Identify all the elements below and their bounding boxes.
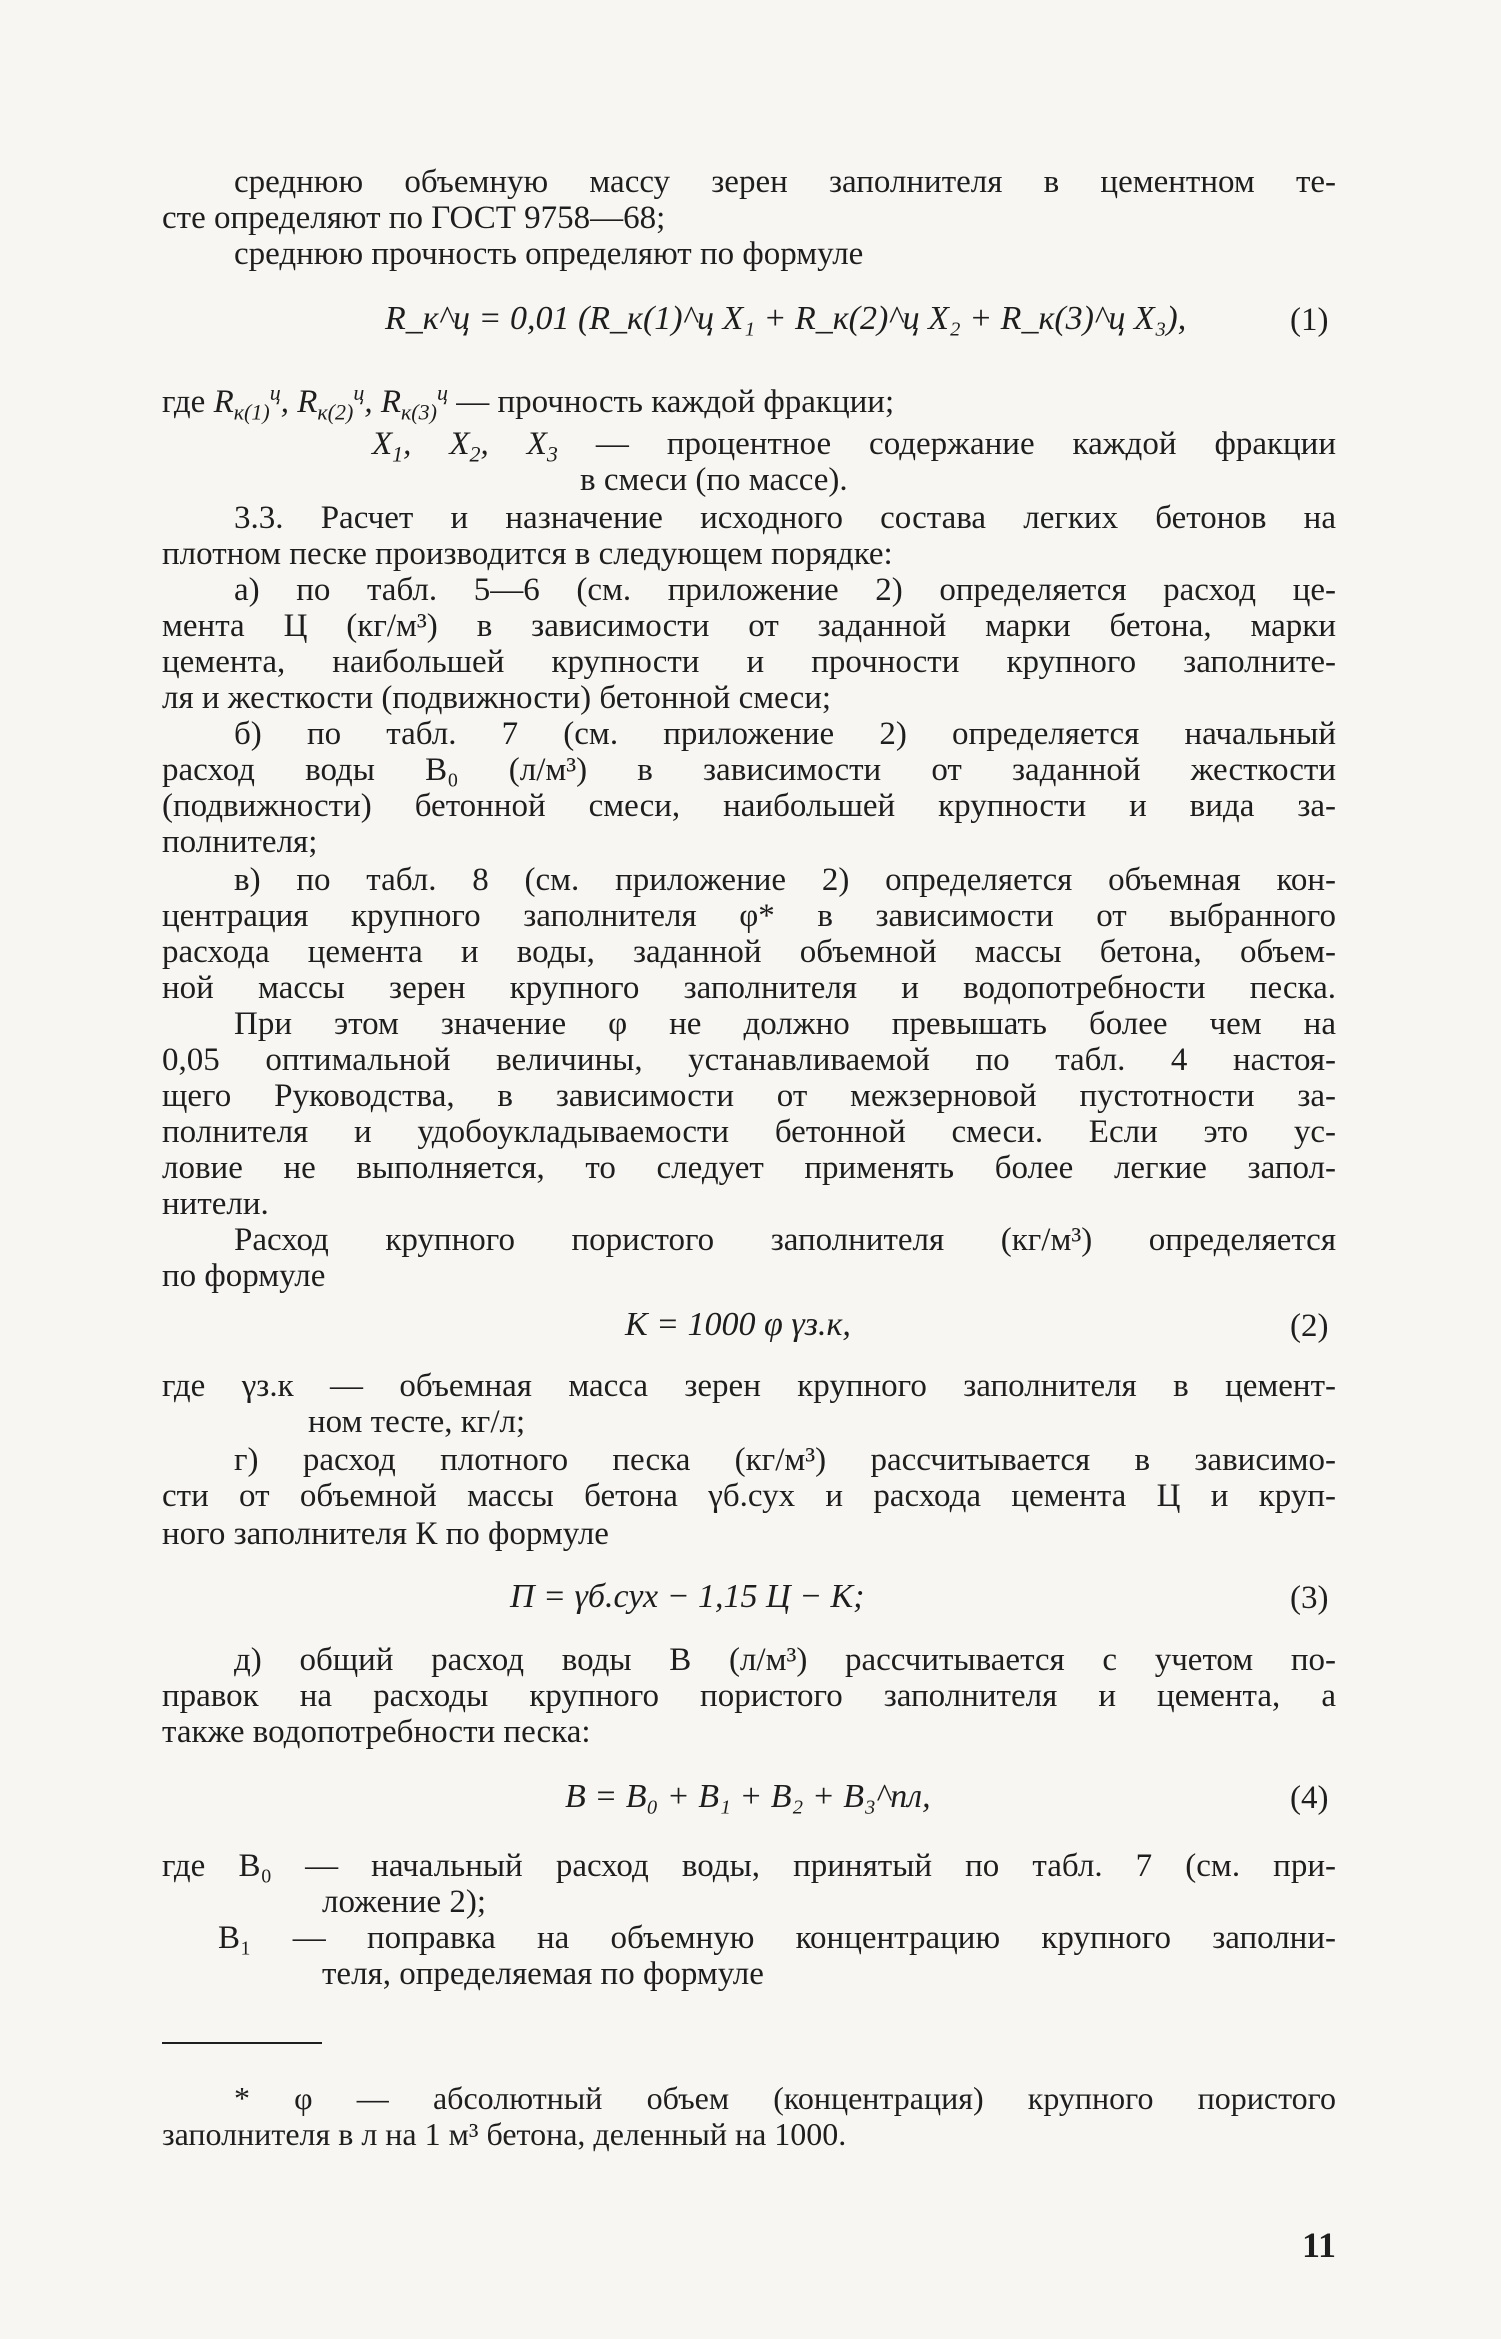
equation-number: (3) <box>1290 1580 1329 1616</box>
text-line: полнителя и удобоукладываемости бетонной смеси. Если это ус- <box>162 1114 1336 1150</box>
text-line: сте определяют по ГОСТ 9758—68; <box>162 200 666 236</box>
formula-4: В = В₀ + В₁ + В₂ + В₃^пл, <box>565 1778 931 1815</box>
text-line: д) общий расход воды В (л/м³) рассчитывается с учетом по- <box>234 1642 1336 1678</box>
text-line: полнителя; <box>162 824 318 860</box>
text-line: в смеси (по массе). <box>580 462 848 498</box>
text-line: нители. <box>162 1186 269 1222</box>
where-clause: где $R_{к(1)}^ц$, $R_{к(2)}^ц$, $R_{к(3)}^ц$ — прочность каждой фракции; <box>162 380 895 425</box>
text-line: также водопотребности песка: <box>162 1714 591 1750</box>
where-text: — прочность каждой фракции; <box>447 384 895 420</box>
text-line: 0,05 оптимальной величины, устанавливаемой по табл. 4 настоя- <box>162 1042 1336 1078</box>
equation-number: (4) <box>1290 1780 1329 1816</box>
text-line: ля и жесткости (подвижности) бетонной смеси; <box>162 680 832 716</box>
text-line: среднюю объемную массу зерен заполнителя в цементном те- <box>234 164 1336 200</box>
text-line: ном тесте, кг/л; <box>308 1404 526 1440</box>
text-line: щего Руководства, в зависимости от межзерновой пустотности за- <box>162 1078 1336 1114</box>
text-line: центрация крупного заполнителя φ* в зависимости от выбранного <box>162 898 1336 934</box>
text-line: правок на расходы крупного пористого заполнителя и цемента, а <box>162 1678 1336 1714</box>
text-line: среднюю прочность определяют по формуле <box>234 236 864 272</box>
text-line: плотном песке производится в следующем порядке: <box>162 536 893 572</box>
text-line: сти от объемной массы бетона γб.сух и расхода цемента Ц и круп- <box>162 1478 1336 1514</box>
footnote-divider <box>162 2042 322 2044</box>
text-line: г) расход плотного песка (кг/м³) рассчитывается в зависимо- <box>234 1442 1336 1478</box>
text-line: ложение 2); <box>322 1884 487 1920</box>
equation-number: (2) <box>1290 1308 1329 1344</box>
text-line: где γз.к — объемная масса зерен крупного заполнителя в цемент- <box>162 1368 1336 1404</box>
footnote-line: заполнителя в л на 1 м³ бетона, деленный на 1000. <box>162 2116 847 2152</box>
text-line: теля, определяемая по формуле <box>322 1956 764 1992</box>
where-label: где <box>162 384 214 420</box>
text-line: B₁ — поправка на объемную концентрацию крупного заполни- <box>218 1920 1336 1956</box>
text-line: а) по табл. 5—6 (см. приложение 2) определяется расход це- <box>234 572 1336 608</box>
equation-number: (1) <box>1290 302 1329 338</box>
text-line: ной массы зерен крупного заполнителя и водопотребности песка. <box>162 970 1336 1006</box>
section-heading-line: 3.3. Расчет и назначение исходного состава легких бетонов на <box>234 500 1336 536</box>
text-line: мента Ц (кг/м³) в зависимости от заданной марки бетона, марки <box>162 608 1336 644</box>
formula-2: К = 1000 φ γз.к, <box>625 1306 851 1343</box>
text-line: Расход крупного пористого заполнителя (кг/м³) определяется <box>234 1222 1336 1258</box>
text-line: в) по табл. 8 (см. приложение 2) определяется объемная кон- <box>234 862 1336 898</box>
text-line: ного заполнителя К по формуле <box>162 1516 609 1552</box>
where-text: — процентное содержание каждой фракции <box>557 426 1336 462</box>
text-line: При этом значение φ не должно превышать более чем на <box>234 1006 1336 1042</box>
text-line: цемента, наибольшей крупности и прочности крупного заполните- <box>162 644 1336 680</box>
text-line: б) по табл. 7 (см. приложение 2) определяется начальный <box>234 716 1336 752</box>
text-line: (подвижности) бетонной смеси, наибольшей крупности и вида за- <box>162 788 1336 824</box>
text-line: где B₀ — начальный расход воды, принятый по табл. 7 (см. при- <box>162 1848 1336 1884</box>
footnote-line: * φ — абсолютный объем (концентрация) крупного пористого <box>234 2080 1336 2116</box>
text-line: по формуле <box>162 1258 326 1294</box>
text-line: расхода цемента и воды, заданной объемной массы бетона, объем- <box>162 934 1336 970</box>
text-line: расход воды В₀ (л/м³) в зависимости от заданной жесткости <box>162 752 1336 788</box>
formula-1: R_к^ц = 0,01 (R_к(1)^ц X₁ + R_к(2)^ц X₂ + R_к(3)^ц X₃), <box>385 300 1187 337</box>
formula-3: П = γб.сух − 1,15 Ц − К; <box>510 1578 865 1615</box>
text-line: ловие не выполняется, то следует применять более легкие запол- <box>162 1150 1336 1186</box>
page-number: 11 <box>1302 2225 1337 2265</box>
where-clause: $X_1$, $X_2$, $X_3$ — процентное содержание каждой фракции <box>372 426 1336 467</box>
